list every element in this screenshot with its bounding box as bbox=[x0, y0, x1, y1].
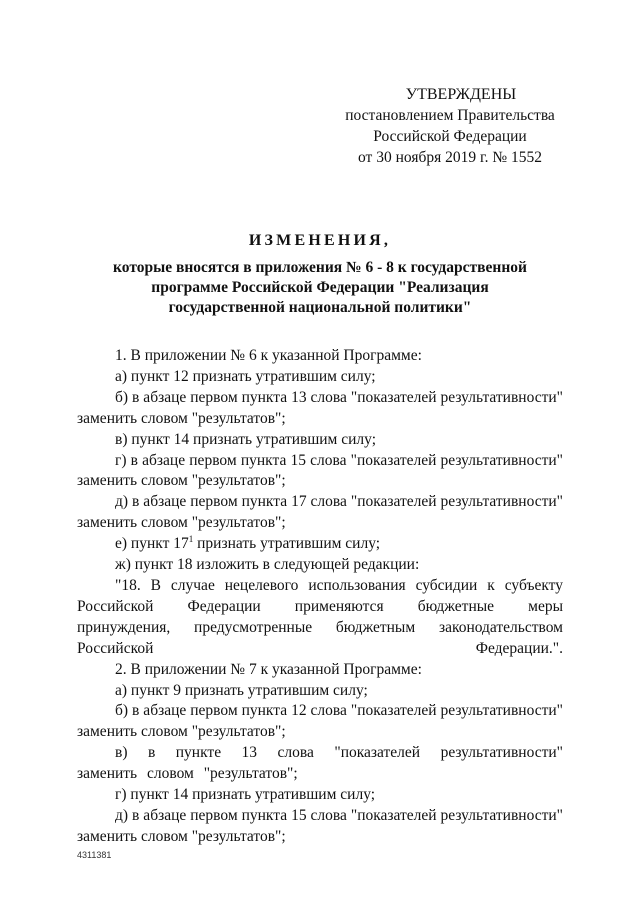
paragraph-1zh: ж) пункт 18 изложить в следующей редакции: bbox=[115, 556, 420, 574]
paragraph-1e-start: е) пункт 17 bbox=[115, 535, 189, 553]
document-code: 4311381 bbox=[77, 850, 112, 860]
subtitle-line-1: которые вносятся в приложения № 6 - 8 к государственной bbox=[113, 259, 527, 276]
paragraph-new-18: "18. В случае нецелевого использования субсидии к субъекту Российской Федерации применяются бюджетные меры принуждения, предусмотренные бюджетным законодательством Российской Федерации.". bbox=[77, 576, 563, 657]
approval-heading: УТВЕРЖДЕНЫ bbox=[405, 86, 517, 103]
paragraph-1g: г) в абзаце первом пункта 15 слова "показателей результативности" заменить словом "результатов"; bbox=[77, 451, 563, 490]
paragraph-2d: д) в абзаце первом пункта 15 слова "показателей результативности" заменить словом "результатов"; bbox=[77, 806, 563, 845]
superscript-index: 1 bbox=[188, 534, 194, 545]
document-title: ИЗМЕНЕНИЯ, bbox=[248, 232, 392, 249]
approval-block bbox=[300, 84, 600, 168]
paragraph-2b: б) в абзаце первом пункта 12 слова "показателей результативности" заменить словом "результатов"; bbox=[77, 702, 563, 741]
paragraph-1e bbox=[77, 534, 563, 555]
paragraph-1: 1. В приложении № 6 к указанной Программе: bbox=[115, 347, 422, 364]
paragraph-2g: г) пункт 14 признать утратившим силу; bbox=[115, 786, 376, 804]
paragraph-2a: а) пункт 9 признать утратившим силу; bbox=[115, 681, 368, 699]
approval-line-1: постановлением Правительства bbox=[345, 107, 555, 124]
subtitle-line-2: программе Российской Федерации "Реализация bbox=[151, 279, 489, 296]
approval-line-3: от 30 ноября 2019 г. № 1552 bbox=[358, 149, 542, 166]
paragraph-1e-end: признать утратившим силу; bbox=[197, 535, 381, 553]
paragraph-1b: б) в абзаце первом пункта 13 слова "показателей результативности" заменить словом "результатов"; bbox=[77, 388, 563, 427]
approval-line-2: Российской Федерации bbox=[373, 128, 527, 145]
document-body bbox=[77, 346, 563, 848]
paragraph-2: 2. В приложении № 7 к указанной Программе: bbox=[115, 660, 422, 678]
paragraph-1v: в) пункт 14 признать утратившим силу; bbox=[115, 430, 377, 448]
paragraph-1a: а) пункт 12 признать утратившим силу; bbox=[115, 367, 376, 385]
document-subtitle bbox=[60, 258, 580, 318]
paragraph-2v: в) в пункте 13 слова "показателей результативности" заменить словом "результатов"; bbox=[77, 744, 563, 783]
paragraph-1d: д) в абзаце первом пункта 17 слова "показателей результативности" заменить словом "результатов"; bbox=[77, 493, 563, 532]
subtitle-line-3: государственной национальной политики" bbox=[168, 299, 472, 316]
